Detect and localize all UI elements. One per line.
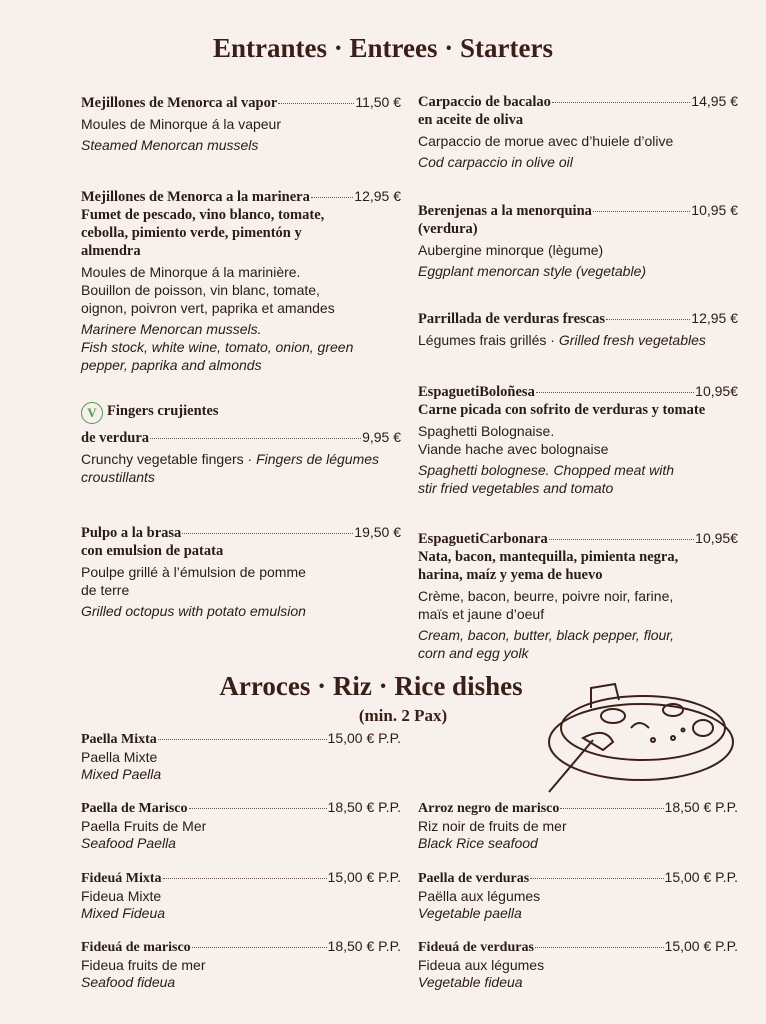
french-translation: Légumes frais grillés · xyxy=(418,332,559,348)
dish-ingredients: en aceite de oliva xyxy=(418,112,524,128)
menu-item xyxy=(418,529,738,662)
menu-item xyxy=(418,382,738,497)
dish-name: Pulpo a la brasa xyxy=(81,525,182,541)
dish-price: 10,95€ xyxy=(695,383,738,399)
english-translation xyxy=(81,766,401,784)
english-translation xyxy=(81,602,401,620)
dish-name: Paella de verduras xyxy=(418,871,530,886)
text-line: Poulpe grillé à l’émulsion de pomme xyxy=(81,564,306,580)
dish-title-row xyxy=(81,799,401,818)
text-line: Seafood fideua xyxy=(81,974,176,990)
text-line: Cod carpaccio in olive oil xyxy=(418,154,573,170)
dish-title-row xyxy=(418,382,738,401)
french-translation xyxy=(81,563,401,599)
dish-name: Mejillones de Menorca al vapor xyxy=(81,95,278,111)
menu-item xyxy=(418,869,738,923)
dot-leader xyxy=(536,392,694,393)
rice-heading: Arroces · Riz · Rice dishes xyxy=(219,671,523,701)
french-translation xyxy=(81,888,401,906)
text-line: Viande hache avec bolognaise xyxy=(418,441,609,457)
menu-item xyxy=(418,799,738,853)
dot-leader xyxy=(552,102,690,103)
text-line: Fish stock, white wine, tomato, onion, green xyxy=(81,339,354,355)
dish-title-row xyxy=(81,730,401,749)
menu-item xyxy=(418,938,738,992)
dish-name: Fideuá de marisco xyxy=(81,940,191,955)
text-line: Steamed Menorcan mussels xyxy=(81,137,259,153)
dot-leader xyxy=(560,808,663,809)
english-translation xyxy=(418,153,738,171)
dot-leader xyxy=(311,197,353,198)
dot-leader xyxy=(163,878,327,879)
dish-name: Paella Mixta xyxy=(81,732,157,747)
french-translation xyxy=(418,132,738,150)
text-line: stir fried vegetables and tomato xyxy=(418,480,614,496)
dish-name: Mejillones de Menorca a la marinera xyxy=(81,189,310,205)
text-line: Mixed Paella xyxy=(81,766,162,782)
dish-name: Fingers crujientes xyxy=(107,403,219,419)
french-translation xyxy=(81,749,401,767)
dish-ingredients: Nata, bacon, mantequilla, pimienta negra, xyxy=(418,549,679,565)
text-line: Grilled octopus with potato emulsion xyxy=(81,603,306,619)
dish-name: Parrillada de verduras frescas xyxy=(418,311,605,327)
text-line: Marinere Menorcan mussels. xyxy=(81,321,262,337)
dish-title-row xyxy=(418,869,738,888)
text-line: Bouillon de poisson, vin blanc, tomate, xyxy=(81,282,320,298)
english-translation xyxy=(418,461,738,497)
english-translation xyxy=(418,262,738,280)
french-translation xyxy=(418,422,738,458)
text-line: Riz noir de fruits de mer xyxy=(418,817,567,834)
french-translation xyxy=(418,888,738,906)
dish-translation xyxy=(418,331,738,349)
dish-price: 18,50 € P.P. xyxy=(664,799,738,815)
text-line: Moules de Minorque á la vapeur xyxy=(81,116,282,132)
dish-ingredients: Carne picada con sofrito de verduras y tomate xyxy=(418,402,706,418)
dish-translation xyxy=(81,450,401,486)
dot-leader xyxy=(150,438,361,439)
english-translation xyxy=(81,136,401,154)
text-line: Aubergine minorque (lègume) xyxy=(418,242,604,258)
dish-name: Berenjenas a la menorquina xyxy=(418,203,592,219)
french-translation xyxy=(418,818,738,836)
text-line: Spaghetti Bolognaise. xyxy=(418,423,555,439)
dish-ingredients: con emulsion de patata xyxy=(81,543,224,559)
paella-pan-illustration xyxy=(543,680,743,798)
text-line: Paëlla aux légumes xyxy=(418,887,541,904)
text-line: Vegetable paella xyxy=(418,905,522,921)
dish-name: Carpaccio de bacalao xyxy=(418,94,551,110)
dish-title-row xyxy=(81,869,401,888)
dish-title-row xyxy=(81,523,401,542)
text-line: Paella Fruits de Mer xyxy=(81,817,207,834)
dish-price: 15,00 € P.P. xyxy=(664,938,738,954)
text-line: Paella Mixte xyxy=(81,748,158,765)
menu-item xyxy=(81,869,401,923)
text-line: Fideua aux légumes xyxy=(418,956,545,973)
dish-title-row xyxy=(418,938,738,957)
dish-title-row xyxy=(418,92,738,111)
dot-leader xyxy=(593,211,690,212)
english-translation xyxy=(81,320,401,374)
english-translation xyxy=(81,905,401,923)
french-translation xyxy=(81,818,401,836)
text-line: Fideua Mixte xyxy=(81,887,162,904)
dish-price: 19,50 € xyxy=(354,524,401,540)
dot-leader xyxy=(549,539,694,540)
dish-title-row xyxy=(418,309,738,328)
english-translation xyxy=(418,905,738,923)
text-line: Spaghetti bolognese. Chopped meat with xyxy=(418,462,675,478)
text-line: de terre xyxy=(81,582,130,598)
french-translation xyxy=(418,957,738,975)
text-line: corn and egg yolk xyxy=(418,645,529,661)
dish-price: 12,95 € xyxy=(354,188,401,204)
dish-name: Fideuá Mixta xyxy=(81,871,162,886)
dish-name: de verdura xyxy=(81,430,150,446)
menu-item xyxy=(81,523,401,620)
english-translation xyxy=(81,835,401,853)
english-translation: Fingers de légumes croustillants xyxy=(81,451,380,485)
dish-price: 11,50 € xyxy=(355,94,401,110)
english-translation xyxy=(81,974,401,992)
dish-name: EspaguetiCarbonara xyxy=(418,531,548,547)
dish-ingredients: Fumet de pescado, vino blanco, tomate, xyxy=(81,207,325,223)
english-translation xyxy=(418,626,738,662)
dish-ingredients: (verdura) xyxy=(418,221,478,237)
text-line: Mixed Fideua xyxy=(81,905,166,921)
text-line: Carpaccio de morue avec d’huiele d’olive xyxy=(418,133,674,149)
text-line: Black Rice seafood xyxy=(418,835,538,851)
dish-ingredients: almendra xyxy=(81,243,141,259)
dot-leader xyxy=(530,878,663,879)
text-line: maïs et jaune d’oeuf xyxy=(418,606,545,622)
english-translation: Grilled fresh vegetables xyxy=(558,332,706,348)
text-line: Crème, bacon, beurre, poivre noir, farine, xyxy=(418,588,674,604)
dish-name: Arroz negro de marisco xyxy=(418,801,560,816)
dish-title-row xyxy=(81,93,401,112)
dot-leader xyxy=(535,947,664,948)
french-translation xyxy=(418,587,738,623)
french-translation xyxy=(81,115,401,133)
french-translation xyxy=(418,241,738,259)
french-translation: Crunchy vegetable fingers · xyxy=(81,451,257,467)
menu-item xyxy=(418,92,738,171)
dot-leader xyxy=(189,808,327,809)
dish-name: Paella de Marisco xyxy=(81,801,188,816)
menu-item xyxy=(81,938,401,992)
dot-leader xyxy=(278,103,354,104)
dish-price: 15,00 € P.P. xyxy=(327,869,401,885)
vegan-icon: V xyxy=(81,402,103,424)
dish-title-row xyxy=(81,938,401,957)
dish-title-row xyxy=(81,428,401,447)
menu-item xyxy=(81,402,401,486)
text-line: Moules de Minorque á la marinière. xyxy=(81,264,301,280)
menu-item xyxy=(81,799,401,853)
dish-name: EspaguetiBoloñesa xyxy=(418,384,535,400)
dish-price: 18,50 € P.P. xyxy=(327,938,401,954)
dot-leader xyxy=(182,533,353,534)
starters-heading: Entrantes · Entrees · Starters xyxy=(213,33,553,63)
menu-item xyxy=(81,93,401,154)
dot-leader xyxy=(606,319,690,320)
text-line: Seafood Paella xyxy=(81,835,176,851)
rice-subtitle: (min. 2 Pax) xyxy=(358,706,448,725)
menu-item xyxy=(418,309,738,349)
dish-ingredients: cebolla, pimiento verde, pimentón y xyxy=(81,225,302,241)
text-line: Eggplant menorcan style (vegetable) xyxy=(418,263,647,279)
text-line: Fideua fruits de mer xyxy=(81,956,206,973)
dish-price: 18,50 € P.P. xyxy=(327,799,401,815)
english-translation xyxy=(418,974,738,992)
dot-leader xyxy=(192,947,327,948)
english-translation xyxy=(418,835,738,853)
dish-title-row xyxy=(418,799,738,818)
dish-price: 15,00 € P.P. xyxy=(327,730,401,746)
dish-price: 14,95 € xyxy=(691,93,738,109)
dish-name-line xyxy=(81,402,401,424)
text-line: pepper, paprika and almonds xyxy=(81,357,262,373)
text-line: Vegetable fideua xyxy=(418,974,523,990)
dish-price: 10,95€ xyxy=(695,530,738,546)
menu-item xyxy=(418,201,738,280)
dish-price: 15,00 € P.P. xyxy=(664,869,738,885)
dot-leader xyxy=(158,739,327,740)
dish-price: 12,95 € xyxy=(691,310,738,326)
dish-title-row xyxy=(418,529,738,548)
dish-name: Fideuá de verduras xyxy=(418,940,534,955)
text-line: Cream, bacon, butter, black pepper, flour, xyxy=(418,627,675,643)
dish-price: 9,95 € xyxy=(362,429,401,445)
dish-ingredients: harina, maíz y yema de huevo xyxy=(418,567,603,583)
french-translation xyxy=(81,957,401,975)
text-line: oignon, poivron vert, paprika et amandes xyxy=(81,300,335,316)
menu-item xyxy=(81,187,401,374)
dish-title-row xyxy=(418,201,738,220)
dish-price: 10,95 € xyxy=(691,202,738,218)
dish-title-row xyxy=(81,187,401,206)
french-translation xyxy=(81,263,401,317)
menu-item xyxy=(81,730,401,784)
